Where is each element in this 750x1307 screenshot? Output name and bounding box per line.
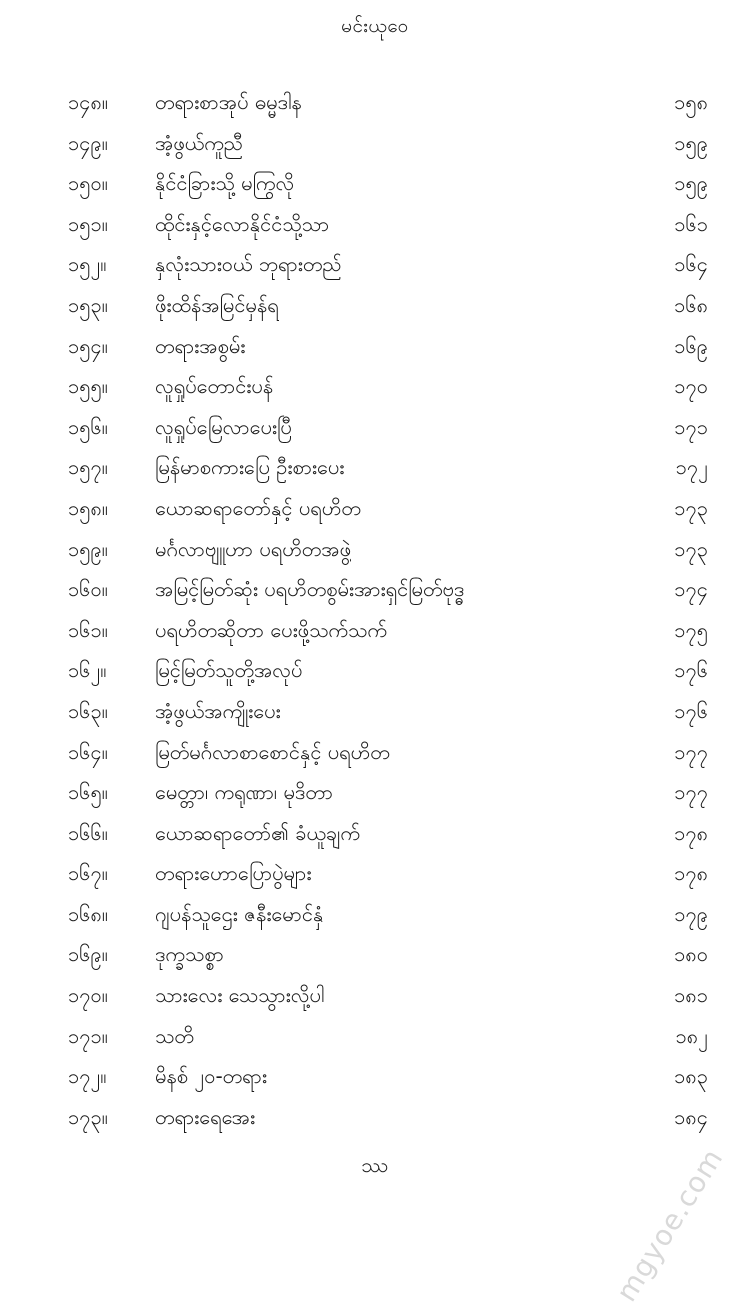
- toc-entry-page: ၁၇၃: [674, 495, 708, 520]
- toc-entry-number: ၁၆၆။: [68, 820, 108, 845]
- toc-entry: [68, 407, 708, 448]
- toc-entry: [68, 569, 708, 610]
- toc-entry-page: ၁၈၂: [675, 1023, 708, 1048]
- page-number: ဿ: [361, 1153, 389, 1177]
- toc-entry-page: ၁၈၃: [674, 1064, 708, 1089]
- toc-entry: [68, 123, 708, 164]
- toc-entry-title: သားလေး သေသွားလို့ပါ: [155, 983, 325, 1008]
- toc-entry-title: လူရှုပ်မြေလာပေးပြီ: [155, 414, 292, 439]
- toc-entry: [68, 1097, 708, 1138]
- toc-entry-number: ၁၆၅။: [68, 780, 108, 805]
- toc-entry: [68, 1016, 708, 1057]
- toc-entry-number: ၁၆၃။: [68, 698, 108, 723]
- toc-entry-number: ၁၇၂။: [68, 1064, 107, 1089]
- toc-entry-number: ၁၅၅။: [68, 374, 108, 399]
- toc-entry-number: ၁၆၉။: [68, 942, 108, 967]
- toc-entry: [68, 813, 708, 854]
- toc-entry-title: အံ့ဖွယ်ကူညီ: [155, 130, 244, 155]
- toc-entry-title: လူရှုပ်တောင်းပန်: [155, 374, 274, 399]
- toc-entry-title: မင်္ဂလာဗျူဟာ ပရဟိတအဖွဲ့: [155, 536, 352, 561]
- toc-entry-title: သတိ: [155, 1023, 194, 1048]
- toc-entry-title: ထိုင်းနှင့်လောနိုင်ငံသို့သာ: [155, 211, 330, 236]
- toc-entry-number: ၁၅၇။: [68, 455, 108, 480]
- toc-entry-page: ၁၆၁: [674, 211, 708, 236]
- toc-entry-number: ၁၇၃။: [68, 1104, 108, 1129]
- toc-entry-title: မြန်မာစကားပြေ ဦးစားပေး: [155, 455, 345, 480]
- toc-entry-page: ၁၇၀: [674, 374, 708, 399]
- toc-entry-number: ၁၅၂။: [68, 252, 107, 277]
- toc-entry: [68, 934, 708, 975]
- toc-entry-number: ၁၆၈။: [68, 901, 108, 926]
- toc-entry-number: ၁၅၉။: [68, 536, 108, 561]
- toc-entry-number: ၁၆၁။: [68, 617, 108, 642]
- toc-entry-title: နှလုံးသားဝယ် ဘုရားတည်: [155, 252, 342, 277]
- toc-entry: [68, 285, 708, 326]
- toc-entry-page: ၁၈၄: [674, 1104, 708, 1129]
- toc-entry-page: ၁၇၃: [674, 536, 708, 561]
- toc-entry-page: ၁၇၈: [674, 820, 708, 845]
- toc-entry-page: ၁၆၉: [674, 333, 708, 358]
- toc-entry-page: ၁၆၈: [674, 292, 708, 317]
- toc-entry-page: ၁၇၂: [675, 455, 708, 480]
- toc-entry-number: ၁၄၉။: [68, 130, 108, 155]
- toc-entry-number: ၁၆၀။: [68, 577, 108, 602]
- toc-entry-page: ၁၅၉: [674, 171, 708, 196]
- toc-entry: [68, 853, 708, 894]
- toc-entry-page: ၁၇၅: [674, 617, 708, 642]
- toc-entry: [68, 366, 708, 407]
- toc-entry-title: အံ့ဖွယ်အကျိုးပေး: [155, 698, 281, 723]
- toc-entry: [68, 244, 708, 285]
- toc-entry-number: ၁၅၆။: [68, 414, 108, 439]
- toc-entry: [68, 1056, 708, 1097]
- toc-entry-page: ၁၅၉: [674, 130, 708, 155]
- toc-entry-title: ယောဆရာတော်၏ ခံယူချက်: [155, 820, 360, 845]
- toc-entry-title: မြင့်မြတ်သူတို့အလုပ်: [155, 658, 303, 683]
- toc-entry-number: ၁၄၈။: [68, 90, 108, 114]
- toc-entry-page: ၁၇၉: [674, 901, 708, 926]
- toc-entry: [68, 975, 708, 1016]
- toc-entry-title: မေတ္တာ၊ ကရုဏာ၊ မုဒိတာ: [155, 780, 334, 805]
- toc-entry-page: ၁၇၇: [674, 780, 708, 805]
- toc-entry-number: ၁၅၁။: [68, 211, 108, 236]
- watermark: mgyoe.com: [609, 1142, 730, 1307]
- table-of-contents: [68, 82, 708, 1137]
- toc-entry-page: ၁၅၈: [674, 90, 708, 114]
- toc-entry: [68, 163, 708, 204]
- toc-entry-title: မြတ်မင်္ဂလာစာစောင်နှင့် ပရဟိတ: [155, 739, 390, 764]
- toc-entry: [68, 326, 708, 367]
- toc-entry-title: တရားအစွမ်း: [155, 333, 246, 358]
- toc-entry-title: မိနစ် ၂၀-တရား: [155, 1064, 267, 1089]
- toc-entry-title: တရားစာအုပ် ဓမ္မဒါန: [155, 90, 302, 114]
- page-header-title: မင်းယုဝေ: [341, 15, 409, 37]
- toc-entry-number: ၁၆၄။: [68, 739, 108, 764]
- toc-entry-page: ၁၇၄: [674, 577, 708, 602]
- toc-entry-title: ယောဆရာတော်နှင့် ပရဟိတ: [155, 495, 361, 520]
- toc-entry: [68, 447, 708, 488]
- toc-entry-page: ၁၈၁: [674, 983, 708, 1008]
- toc-entry-page: ၁၇၇: [674, 739, 708, 764]
- toc-entry: [68, 488, 708, 529]
- toc-entry-number: ၁၆၇။: [68, 861, 108, 886]
- toc-entry-page: ၁၆၄: [674, 252, 708, 277]
- toc-entry: [68, 732, 708, 773]
- toc-entry-number: ၁၇၀။: [68, 983, 108, 1008]
- toc-entry-title: နိုင်ငံခြားသို့ မကြွလို: [155, 171, 295, 196]
- toc-entry-number: ၁၅၈။: [68, 495, 108, 520]
- toc-entry-number: ၁၅၀။: [68, 171, 108, 196]
- toc-entry: [68, 650, 708, 691]
- toc-entry: [68, 772, 708, 813]
- toc-entry-title: ဖိုးထိန်အမြင်မှန်ရ: [155, 292, 279, 317]
- toc-entry-number: ၁၅၃။: [68, 292, 108, 317]
- toc-entry-page: ၁၇၆: [674, 658, 708, 683]
- toc-entry-number: ၁၅၄။: [68, 333, 108, 358]
- toc-entry: [68, 204, 708, 245]
- toc-entry: [68, 610, 708, 651]
- toc-entry-page: ၁၇၆: [674, 698, 708, 723]
- toc-entry-title: တရားဟောပြောပွဲများ: [155, 861, 312, 886]
- toc-entry-title: ဂျပန်သူဌေး ဇနီးမောင်နှံ: [155, 901, 324, 926]
- toc-entry-title: ဒုက္ခသစ္စာ: [155, 942, 224, 967]
- toc-entry: [68, 691, 708, 732]
- toc-entry: [68, 82, 708, 123]
- toc-entry: [68, 529, 708, 570]
- toc-entry-title: အမြင့်မြတ်ဆုံး ပရဟိတစွမ်းအားရှင်မြတ်ဗုဒ္ဓ: [155, 577, 465, 602]
- toc-entry-title: တရားရေအေး: [155, 1104, 256, 1129]
- toc-entry-page: ၁၈၀: [674, 942, 708, 967]
- toc-entry-title: ပရဟိတဆိုတာ ပေးဖို့သက်သက်: [155, 617, 387, 642]
- toc-entry: [68, 894, 708, 935]
- toc-entry-page: ၁၇၁: [674, 414, 708, 439]
- toc-entry-page: ၁၇၈: [674, 861, 708, 886]
- toc-entry-number: ၁၇၁။: [68, 1023, 108, 1048]
- toc-entry-number: ၁၆၂။: [68, 658, 107, 683]
